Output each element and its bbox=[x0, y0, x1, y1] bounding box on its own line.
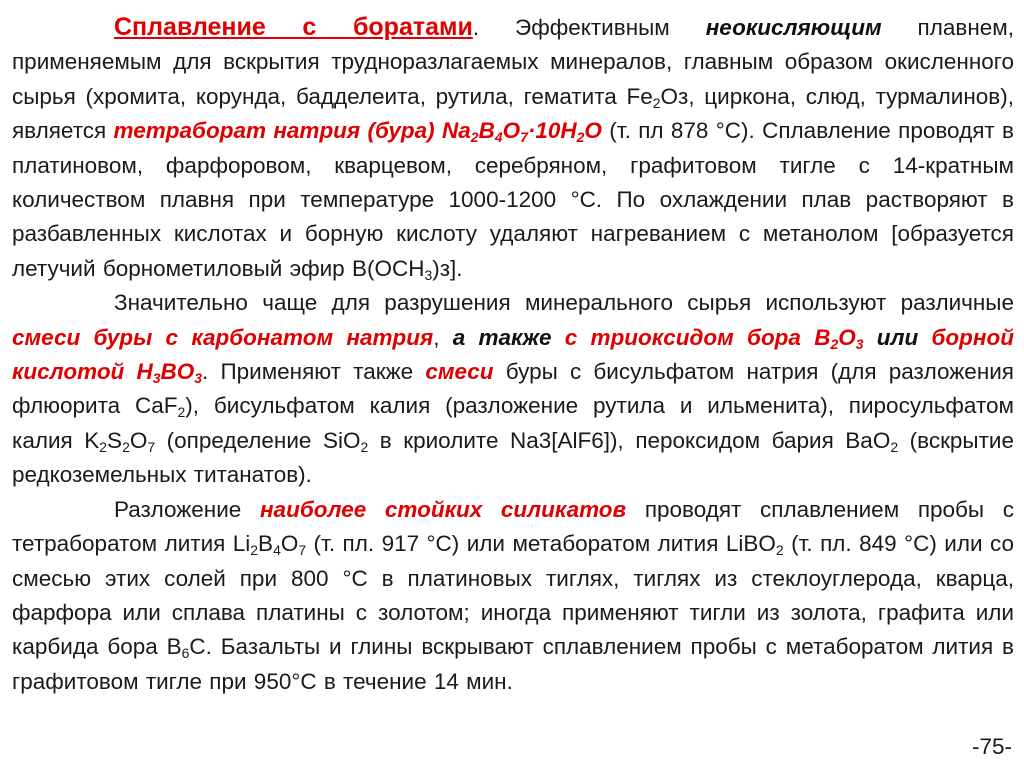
emphasis-also: а также bbox=[452, 324, 552, 350]
text-run: Oз, циркона, слюд, турмалинов), является bbox=[12, 83, 1014, 144]
highlight-boron-trioxide: с триоксидом бора $B_2O_3$ bbox=[564, 324, 864, 352]
text-run: (т. пл 878 °С). Сплавление проводят в платиновом, фарфоровом, кварцевом, серебряном, графитовом тигле с 14-кратным количеством плавня при температуре 1000-1200 °С. По охлаждении плав растворяют в разбавленных кислотах и борную кислоту удаляют нагреванием с метанолом [образуется летучий борнометиловый эфир B(OCH bbox=[12, 118, 1014, 281]
page-number: -75- bbox=[971, 734, 1012, 759]
highlight-borax: тетраборат натрия (бура) $Na_2B_4O_7\cdot 10H_2O$ bbox=[113, 118, 602, 146]
text-run: проводят сплавлением пробы с тетраборатом лития Li bbox=[12, 496, 1015, 557]
emphasis-or: или bbox=[863, 324, 932, 350]
text-run: C. Базальты и глины вскрывают сплавлением пробы с метаборатом лития в графитовом тигле при 950°С в течение 14 мин. bbox=[12, 634, 1014, 694]
paragraph-2: Значительно чаще для разрушения минерального сырья используют различные смеси буры с карбонатом натрия, а также с триоксидом бора $B_2O_3$ или борной кислотой $H_3BO_3$. Применяют также смеси буры с бисульфатом натрия (для разложения флюорита CaF$_2$), бисульфатом калия (разложение рутила и ильменита), пиросульфатом калия $K_2S_2O_7$ (определение SiO$_2$ в криолите Na3[AlF6]), пероксидом бария BaO$_2$ (вскрытие редкоземельных титанатов). bbox=[12, 290, 1014, 488]
text-run: (вскрытие редкоземельных титанатов). bbox=[12, 427, 1014, 488]
paragraph-3: Разложение наиболее стойких силикатов проводят сплавлением пробы с тетраборатом лития $Li_2B_4O_7$ (т. пл. 917 °С) или метаборатом лития LiBO$_2$ (т. пл. 849 °С) или со смесью этих солей при 800 °С в платиновых тиглях, тиглях из стеклоуглерода, кварца, фарфора или сплава платины с золотом; иногда применяют тигли из золота, графита или карбида бора $B_6C$. Базальты и глины вскрывают сплавлением пробы с метаборатом лития в графитовом тигле при 950°С в течение 14 мин. bbox=[12, 496, 1015, 694]
section-title: Сплавление с боратами bbox=[114, 13, 473, 41]
highlight-mixtures-2: смеси bbox=[425, 359, 494, 385]
paragraph-1 bbox=[12, 10, 1014, 286]
text-run: . Эффективным bbox=[472, 15, 706, 40]
text-run: , bbox=[433, 324, 453, 350]
highlight-boric-acid: борной кислотой $H_3BO_3$ bbox=[12, 324, 1014, 387]
highlight-silicates: наиболее стойких силикатов bbox=[259, 496, 627, 522]
emphasis-term: неокисляющим bbox=[705, 15, 882, 40]
text-run: Разложение bbox=[114, 496, 260, 522]
highlight-mixtures: смеси буры с карбонатом натрия bbox=[12, 324, 434, 350]
text-run: плавнем, применяемым для вскрытия трудноразлагаемых минералов, главным образом окисленного сырья (хромита, корунда, бадделеита, рутила, гематита Fe bbox=[12, 15, 1014, 109]
text-run: Значительно чаще для разрушения минерального сырья используют различные bbox=[114, 290, 1014, 316]
text-run: (т. пл. 917 °С) или метаборатом лития LiBO bbox=[306, 531, 776, 557]
text-run: буры с бисульфатом натрия (для разложения флюорита CaF bbox=[12, 359, 1014, 419]
text-run: ), бисульфатом калия (разложение рутила и ильменита), пиросульфатом калия K bbox=[12, 393, 1014, 453]
text-run: . Применяют также bbox=[202, 359, 426, 385]
subscript: 3 bbox=[424, 267, 433, 284]
text-run: (определение SiO bbox=[155, 427, 361, 453]
text-run: в криолите Na3[AlF6]), пероксидом бария BaO bbox=[368, 427, 891, 453]
subscript: 2 bbox=[652, 94, 661, 111]
text-run: )з]. bbox=[432, 255, 463, 281]
text-run: (т. пл. 849 °С) или со смесью этих солей при 800 °С в платиновых тиглях, тиглях из стеклоуглерода, кварца, фарфора или сплава платины с золотом; иногда применяют тигли из золота, графита или карбида бора B bbox=[12, 531, 1015, 660]
